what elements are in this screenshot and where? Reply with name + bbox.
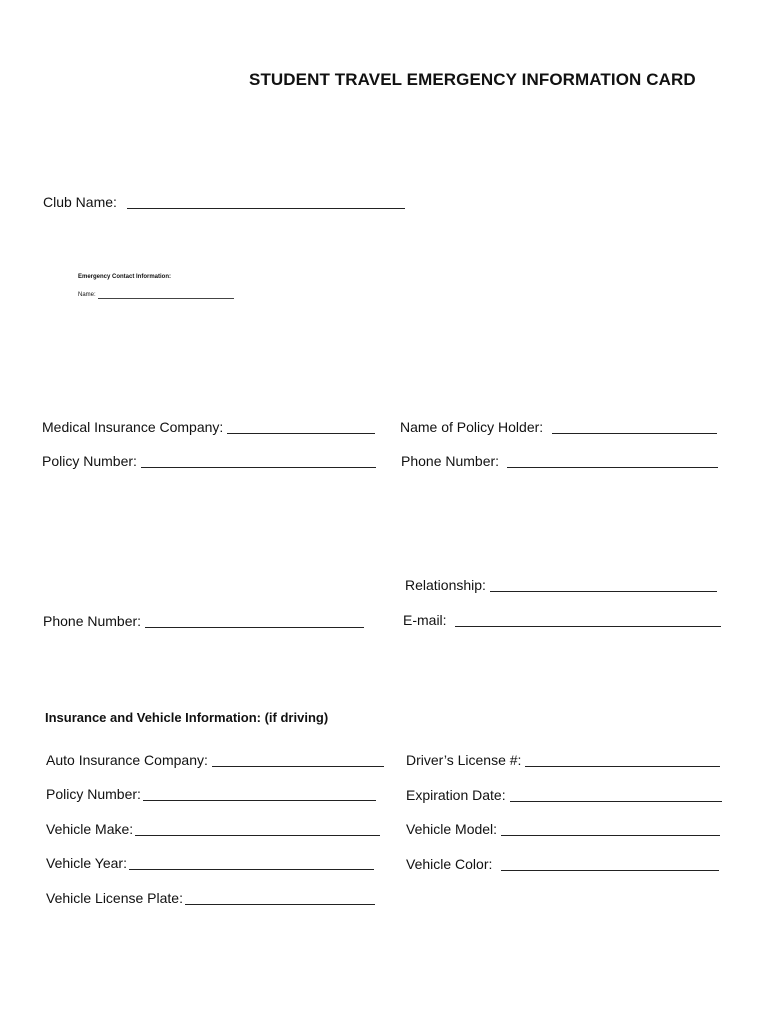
email-label: E-mail: — [403, 612, 447, 628]
emergency-name-label: Name: — [78, 292, 96, 298]
emergency-contact-heading: Emergency Contact Information: — [78, 274, 172, 280]
vehicle-model-input[interactable] — [501, 835, 720, 836]
expiration-date-input[interactable] — [510, 801, 722, 802]
auto-insurance-company-field — [46, 752, 384, 768]
vehicle-model-label: Vehicle Model: — [406, 821, 498, 837]
auto-insurance-company-label: Auto Insurance Company: — [46, 752, 208, 768]
medical-phone-number-label: Phone Number: — [401, 453, 500, 469]
drivers-license-input[interactable] — [525, 766, 720, 767]
medical-insurance-company-label: Medical Insurance Company: — [42, 419, 224, 435]
vehicle-make-label: Vehicle Make: — [46, 821, 134, 837]
emergency-name-field — [78, 292, 234, 299]
vehicle-make-field — [46, 821, 380, 837]
vehicle-section-heading: Insurance and Vehicle Information: (if driving) — [45, 710, 329, 725]
vehicle-year-field — [46, 855, 374, 871]
vehicle-license-plate-field — [46, 890, 375, 906]
policy-holder-field — [400, 419, 717, 435]
vehicle-policy-number-label: Policy Number: — [46, 786, 141, 802]
contact-phone-number-label: Phone Number: — [43, 613, 142, 629]
club-name-input[interactable] — [127, 208, 405, 209]
medical-policy-number-label: Policy Number: — [42, 453, 137, 469]
policy-holder-label: Name of Policy Holder: — [400, 419, 544, 435]
auto-insurance-company-input[interactable] — [212, 766, 384, 767]
club-name-label: Club Name: — [43, 194, 117, 210]
medical-policy-number-field — [42, 453, 376, 469]
contact-phone-number-input[interactable] — [145, 627, 364, 628]
drivers-license-label: Driver’s License #: — [406, 752, 522, 768]
vehicle-year-input[interactable] — [129, 869, 374, 870]
drivers-license-field — [406, 752, 720, 768]
vehicle-color-label: Vehicle Color: — [406, 856, 493, 872]
relationship-field — [405, 577, 717, 593]
vehicle-license-plate-label: Vehicle License Plate: — [46, 890, 183, 906]
policy-holder-input[interactable] — [552, 433, 717, 434]
vehicle-model-field — [406, 821, 720, 837]
page-title: STUDENT TRAVEL EMERGENCY INFORMATION CARD — [249, 70, 696, 89]
medical-insurance-company-field — [42, 419, 375, 435]
expiration-date-field — [406, 787, 722, 803]
email-field — [403, 612, 721, 628]
vehicle-policy-number-input[interactable] — [143, 800, 376, 801]
emergency-name-input[interactable] — [98, 298, 234, 299]
vehicle-policy-number-field — [46, 786, 376, 802]
medical-insurance-company-input[interactable] — [227, 433, 375, 434]
medical-phone-number-field — [401, 453, 718, 469]
expiration-date-label: Expiration Date: — [406, 787, 506, 803]
vehicle-color-field — [406, 856, 719, 872]
relationship-input[interactable] — [490, 591, 717, 592]
club-name-field — [43, 194, 405, 210]
vehicle-color-input[interactable] — [501, 870, 719, 871]
email-input[interactable] — [455, 626, 721, 627]
medical-policy-number-input[interactable] — [141, 467, 376, 468]
vehicle-license-plate-input[interactable] — [185, 904, 375, 905]
medical-phone-number-input[interactable] — [507, 467, 718, 468]
vehicle-year-label: Vehicle Year: — [46, 855, 127, 871]
contact-phone-number-field — [43, 613, 364, 629]
vehicle-make-input[interactable] — [135, 835, 380, 836]
relationship-label: Relationship: — [405, 577, 486, 593]
